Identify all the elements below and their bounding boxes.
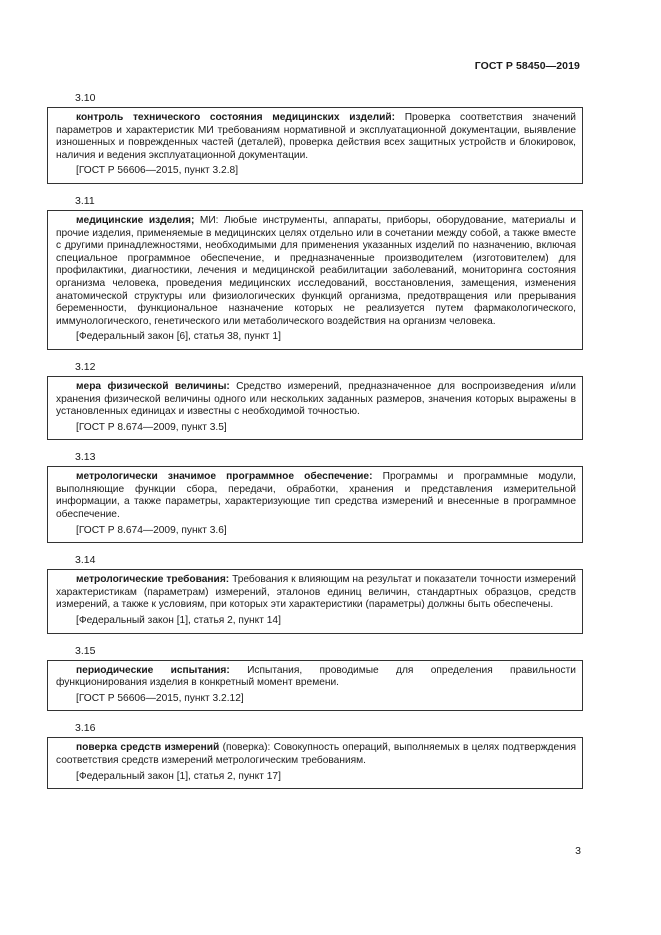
term-name: метрологические требования:	[76, 574, 230, 586]
definition-box	[47, 107, 583, 184]
source-reference: [ГОСТ Р 8.674—2009, пункт 3.6]	[76, 524, 227, 536]
term-name: мера физической величины:	[76, 380, 230, 392]
source-reference: [ГОСТ Р 56606—2015, пункт 3.2.8]	[76, 165, 239, 177]
entry-number: 3.14	[75, 554, 96, 567]
definition-box	[47, 660, 583, 712]
term-entry	[47, 451, 583, 543]
entry-number: 3.11	[75, 194, 95, 207]
definition-text	[56, 742, 576, 767]
term-name: метрологически значимое программное обеспечение:	[76, 471, 373, 483]
source-reference: [ГОСТ Р 8.674—2009, пункт 3.5]	[76, 421, 227, 433]
term-entry	[47, 722, 583, 789]
term-definition: Испытания, проводимые для определения правильности функционирования изделия в конкретный момент времени.	[56, 664, 576, 689]
term-name: контроль технического состояния медицинских изделий:	[76, 112, 396, 123]
definition-box	[47, 737, 583, 789]
term-name: периодические испытания:	[76, 664, 230, 676]
entry-number: 3.15	[75, 644, 96, 657]
definition-box	[47, 466, 583, 543]
entry-number: 3.16	[75, 722, 96, 735]
term-name: медицинские изделия;	[76, 214, 195, 226]
term-definition: МИ: Любые инструменты, аппараты, приборы, оборудование, материалы и прочие изделия, применяемые в медицинских целях отдельно или в сочетании между собой, а также вместе с другими принадлежностями, необходимыми для применения указанных изделий по назначению, включая специальное программное обеспечение, и предназначенные производителем (изготовителем) для профилактики, диагностики, лечения и медицинской реабилитации заболеваний, мониторинга состояния организма человека, проведения медицинских исследований, восстановления, замещения, изменения анатомической структуры или физиологических функций организма, предотвращения или прерывания беременности, функциональное назначение которых не реализуется путем фармакологического, иммунологического, генетического или метаболического воздействия на организм человека.	[56, 214, 576, 327]
term-definition: Программы и программные модули, выполняющие функции сбора, передачи, обработки, хранения и представления измерительной информации, а также параметры, характеризующие тип средства измерений и внесенные в программное обеспечение.	[56, 471, 576, 521]
page-number: 3	[575, 845, 581, 857]
definition-text	[56, 665, 576, 690]
term-definition: (поверка): Совокупность операций, выполняемых в целях подтверждения соответствия средств измерений метрологическим требованиям.	[56, 742, 576, 766]
source-reference: [Федеральный закон [1], статья 2, пункт 14]	[76, 615, 281, 627]
definition-text	[56, 574, 576, 612]
terms-list	[47, 92, 583, 800]
definition-box	[47, 569, 583, 633]
term-entry	[47, 92, 583, 184]
source-reference: [Федеральный закон [1], статья 2, пункт 17]	[76, 770, 281, 782]
term-name: поверка средств измерений	[76, 742, 220, 754]
entry-number: 3.12	[75, 360, 96, 373]
standard-code: ГОСТ Р 58450—2019	[474, 60, 580, 72]
definition-box	[47, 376, 583, 440]
source-reference: [ГОСТ Р 56606—2015, пункт 3.2.12]	[76, 692, 244, 704]
source-reference: [Федеральный закон [6], статья 38, пункт 1]	[76, 331, 281, 343]
definition-text	[56, 471, 576, 521]
definition-text	[56, 215, 576, 328]
term-entry	[47, 554, 583, 633]
definition-box	[47, 210, 583, 350]
definition-text	[56, 381, 576, 419]
term-entry	[47, 645, 583, 712]
term-definition: Требования к влияющим на результат и показатели точности измерений характеристикам (параметрам) измерений, эталонов единиц величин, стандартных образцов, средств измерений, а также к условиям, при которых эти характеристики (параметры) должны быть обеспечены.	[56, 574, 577, 611]
term-entry	[47, 195, 583, 350]
definition-text	[56, 112, 576, 162]
entry-number: 3.10	[75, 92, 96, 104]
entry-number: 3.13	[75, 451, 96, 464]
term-entry	[47, 361, 583, 440]
term-definition: Проверка соответствия значений параметров и характеристик МИ требованиям нормативной и эксплуатационной документации, выявление изношенных и поврежденных частей (деталей), проверка действия всех защитных устройств и блокировок, наличия и ведения эксплуатационной документации.	[56, 112, 576, 161]
term-definition: Средство измерений, предназначенное для воспроизведения и/или хранения физической величины одного или нескольких заданных размеров, значения которых выражены в установленных единицах и известны с необходимой точностью.	[56, 380, 576, 418]
